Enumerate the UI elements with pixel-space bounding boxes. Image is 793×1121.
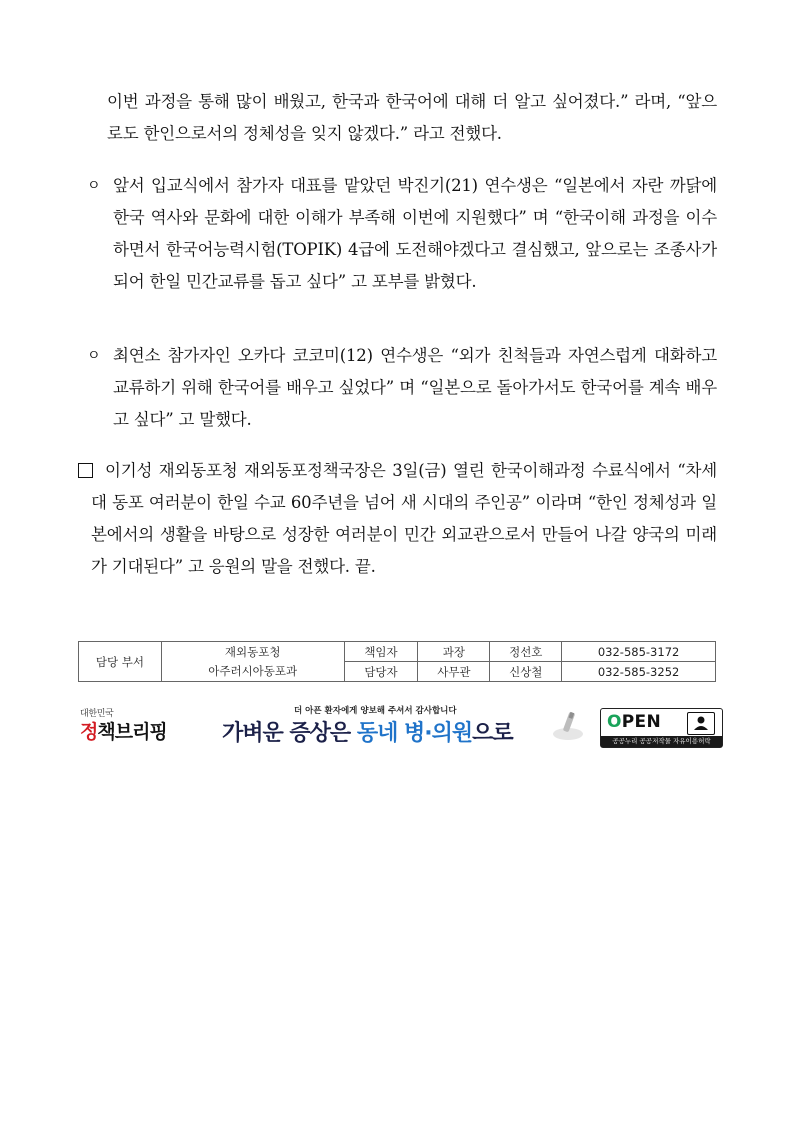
policy-briefing-logo[interactable] xyxy=(80,706,190,746)
logo-small-text: 대한민국 xyxy=(80,709,114,719)
pen-illustration-icon xyxy=(552,710,586,742)
open-pen-letters: PEN xyxy=(621,712,661,732)
footer-strip xyxy=(80,698,720,752)
dept-label-cell: 담당 부서 xyxy=(79,642,162,682)
paragraph-okada-kokomi: 최연소 참가자인 오카다 코코미(12) 연수생은 “외가 친척들과 자연스럽게 대화하고 교류하기 위해 한국어를 배우고 싶었다” 며 “일본으로 돌아가서도 한국어를 계속 배우고 싶다” 고 말했다. xyxy=(113,346,717,429)
banner-headline-end: 으로 xyxy=(472,721,513,746)
campaign-banner[interactable] xyxy=(222,698,580,752)
role-cell: 책임자 xyxy=(344,642,418,662)
logo-wordmark xyxy=(80,717,190,744)
title-cell: 과장 xyxy=(418,642,490,662)
name-cell: 신상철 xyxy=(490,662,562,682)
paragraph-quote-continuation: 이번 과정을 통해 많이 배웠고, 한국과 한국어에 대해 더 알고 싶어졌다.” 라며, “앞으로도 한인으로서의 정체성을 잊지 않겠다.” 라고 전했다. xyxy=(107,92,717,143)
role-cell: 담당자 xyxy=(344,662,418,682)
paragraph-director-remarks: 이기성 재외동포청 재외동포정책국장은 3일(금) 열린 한국이해과정 수료식에서 “차세대 동포 여러분이 한일 수교 60주년을 넘어 새 시대의 주인공” 이라며 “한인 정체성과 일본에서의 생활을 바탕으로 성장한 여러분이 민간 외교관으로서 만들어 나갈 양국의 미래가 기대된다” 고 응원의 말을 전했다. 끝. xyxy=(91,461,717,576)
phone-cell: 032-585-3252 xyxy=(562,662,716,682)
phone-cell: 032-585-3172 xyxy=(562,642,716,662)
banner-headline xyxy=(222,716,582,747)
open-license-badge[interactable] xyxy=(600,708,723,748)
paragraph-park-jingi: 앞서 입교식에서 참가자 대표를 맡았던 박진기(21) 연수생은 “일본에서 자란 까닭에 한국 역사와 문화에 대한 이해가 부족해 이번에 지원했다” 며 “한국이해 과정을 이수하면서 한국어능력시험(TOPIK) 4급에 도전해야겠다고 결심했고, 앞으로는 조종사가 되어 한일 민간교류를 돕고 싶다” 고 포부를 밝혔다. xyxy=(113,176,717,291)
bullet-marker: ㅇ xyxy=(87,178,101,194)
banner-top-text: 더 아픈 환자에게 양보해 주셔서 감사합니다 xyxy=(294,706,457,716)
logo-red-char: 정 xyxy=(80,721,98,743)
dept-line-2: 아주러시아동포과 xyxy=(208,663,298,678)
dept-line-1: 재외동포청 xyxy=(224,644,281,659)
contact-table xyxy=(78,641,716,682)
logo-rest-chars: 책브리핑 xyxy=(97,721,167,743)
open-license-strip: 공공누리 공공저작물 자유이용허락 xyxy=(601,736,722,747)
table-row xyxy=(79,642,716,662)
banner-headline-blue: 동네 병·의원 xyxy=(356,721,473,746)
banner-headline-dark: 가벼운 증상은 xyxy=(222,721,357,746)
bullet-marker: ㅇ xyxy=(87,348,101,364)
dept-name-cell xyxy=(161,642,344,682)
open-wordmark xyxy=(607,712,661,732)
attribution-person-icon xyxy=(687,712,715,735)
open-o-letter: O xyxy=(607,712,622,732)
title-cell: 사무관 xyxy=(418,662,490,682)
name-cell: 정선호 xyxy=(490,642,562,662)
